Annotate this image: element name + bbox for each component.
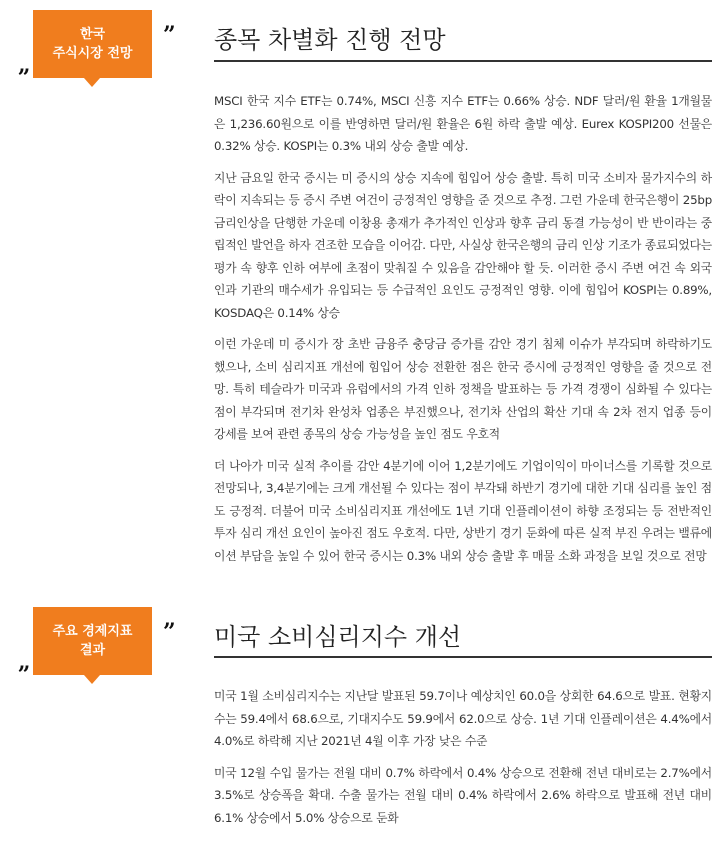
close-quote-mark: ” — [163, 619, 176, 645]
section-title: 종목 차별화 진행 전망 — [214, 26, 446, 54]
badge-box — [33, 607, 152, 675]
section-body — [214, 685, 712, 838]
paragraph: 이런 가운데 미 증시가 장 초반 금융주 충당금 증가를 감안 경기 침체 이슈가 부각되며 하락하기도 했으나, 소비 심리지표 개선에 힘입어 상승 전환한 점은 한국 증시에 긍정적인 영향을 줄 것으로 전망. 특히 테슬라가 미국과 유럽에서의 가격 인하 정책을 발표하는 등 가격 경쟁이 심화될 수 있다는 점이 부각되며 전기차 완성차 업종은 부진했으나, 전기차 산업의 확산 기대 속 2차 전지 업종 등이 강세를 보여 관련 종목의 상승 가능성을 높인 점도 우호적 — [214, 337, 712, 441]
paragraph: 미국 1월 소비심리지수는 지난달 발표된 59.7이나 예상치인 60.0을 상회한 64.6으로 발표. 현황지수는 59.4에서 68.6으로, 기대지수도 59.9에서 62.0으로 상승. 1년 기대 인플레이션은 4.4%에서 4.0%로 하락해 지난 2021년 4월 이후 가장 낮은 수준 — [214, 689, 712, 748]
title-divider — [214, 656, 712, 658]
section-badge — [18, 607, 176, 682]
paragraph: 미국 12월 수입 물가는 전월 대비 0.7% 하락에서 0.4% 상승으로 전환해 전년 대비로는 2.7%에서 3.5%로 상승폭을 확대. 수출 물가는 전월 대비 0.4% 하락에서 2.6% 하락으로 발표해 전년 대비 6.1% 상승에서 5.0% 상승으로 둔화 — [214, 765, 712, 825]
section-badge — [18, 10, 176, 85]
section-title: 미국 소비심리지수 개선 — [214, 623, 462, 651]
badge-label-line1: 한국 — [79, 27, 106, 42]
paragraph: 지난 금요일 한국 증시는 미 증시의 상승 지속에 힘입어 상승 출발. 특히 미국 소비자 물가지수의 하락이 지속되는 등 증시 주변 여건이 긍정적인 영향을 준 것으로 추정. 그런 가운데 한국은행이 25bp 금리인상을 단행한 가운데 이창용 총재가 추가적인 인상과 향후 금리 동결 가능성이 반 반이라는 중립적인 발언을 하자 견조한 모습을 이어감. 다만, 사실상 한국은행의 금리 인상 기조가 종료되었다는 평가 속 향후 인하 여부에 초점이 맞춰질 수 있음을 감안해야 할 듯. 이러한 증시 주변 여건 속 외국인과 기관의 매수세가 유입되는 등 수급적인 요인도 긍정적인 영향. 이에 힘입어 KOSPI는 0.89%, KOSDAQ은 0.14% 상승 — [214, 170, 712, 320]
badge-pointer — [84, 78, 100, 87]
badge-pointer — [84, 675, 100, 684]
section-economic-indicators — [0, 595, 726, 845]
badge-box — [33, 10, 152, 78]
section-body — [214, 90, 712, 576]
close-quote-mark: ” — [163, 22, 176, 48]
paragraph: MSCI 한국 지수 ETF는 0.74%, MSCI 신흥 지수 ETF는 0.66% 상승. NDF 달러/원 환율 1개월물은 1,236.60원으로 이를 반영하면 달러/원 환율은 6원 하락 출발 예상. Eurex KOSPI200 선물은 0.32% 상승. KOSPI는 0.3% 내외 상승 출발 예상. — [214, 94, 712, 153]
open-quote-mark: „ — [18, 52, 31, 78]
title-divider — [214, 60, 712, 62]
paragraph: 더 나아가 미국 실적 추이를 감안 4분기에 이어 1,2분기에도 기업이익이 마이너스를 기록할 것으로 전망되나, 3,4분기에는 크게 개선될 수 있다는 점이 부각돼 하반기 경기에 대한 기대 심리를 높인 점도 긍정적. 더불어 미국 소비심리지표 개선에도 1년 기대 인플레이션이 하향 조정되는 등 전반적인 투자 심리 개선 요인이 높아진 점도 우호적. 다만, 상반기 경기 둔화에 따른 실적 부진 우려는 밸류에이션 부담을 높일 수 있어 한국 증시는 0.3% 내외 상승 출발 후 매물 소화 과정을 보일 것으로 전망 — [214, 458, 712, 563]
badge-label-line2: 결과 — [79, 643, 106, 658]
badge-label-line2: 주식시장 전망 — [52, 46, 133, 61]
open-quote-mark: „ — [18, 649, 31, 675]
badge-label-line1: 주요 경제지표 — [52, 624, 133, 639]
